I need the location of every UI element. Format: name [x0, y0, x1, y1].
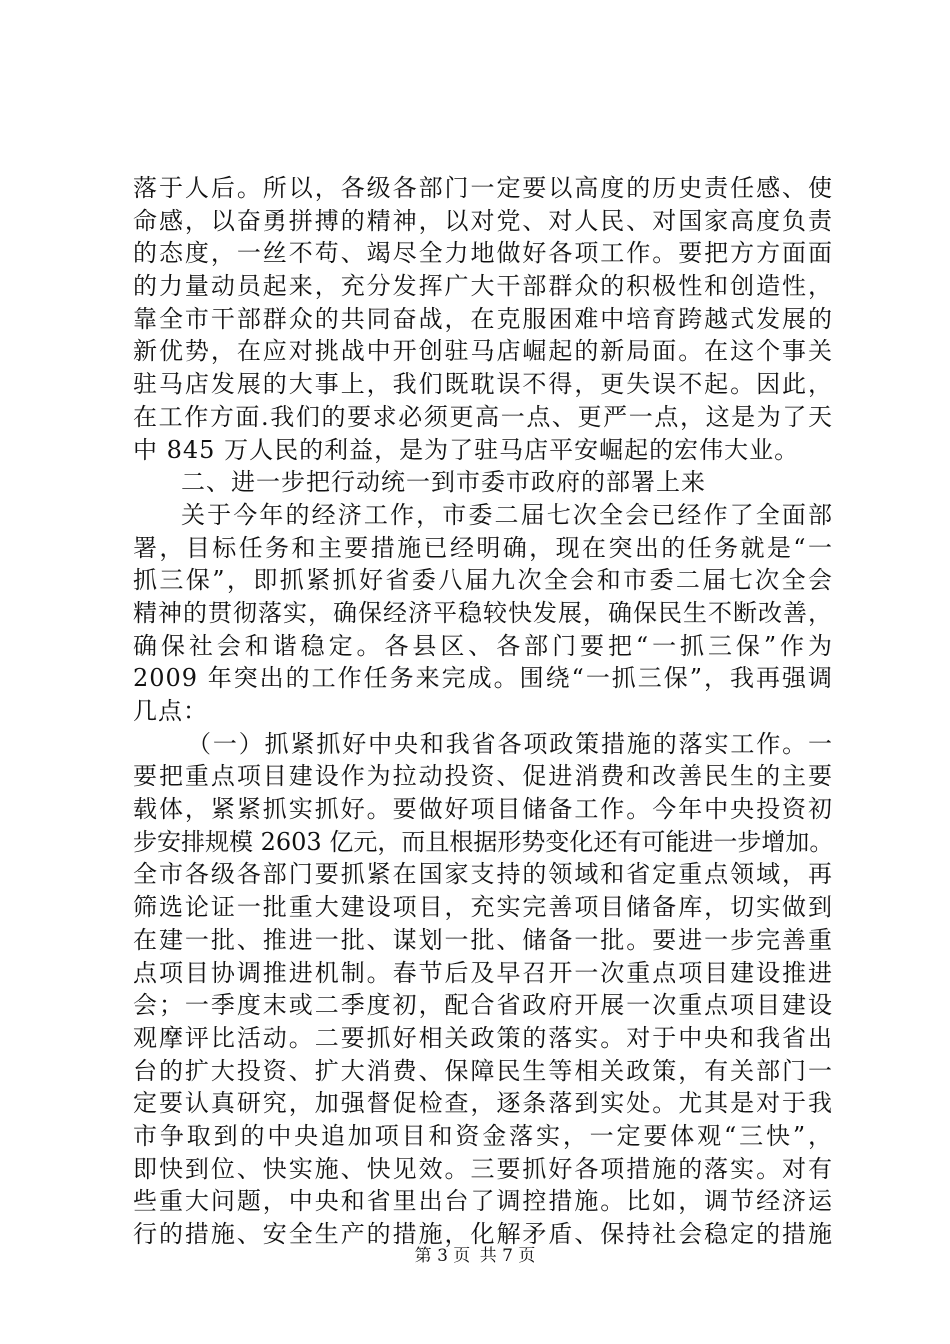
body-line: 关于今年的经济工作，市委二届七次全会已经作了全面部: [181, 500, 833, 529]
body-line: 筛选论证一批重大建设项目，充实完善项目储备库，切实做到: [133, 893, 833, 922]
body-line: 市争取到的中央追加项目和资金落实，一定要体观“三快”，: [133, 1121, 833, 1150]
body-line: 命感，以奋勇拼搏的精神，以对党、对人民、对国家高度负责: [133, 206, 833, 235]
section-heading: 二、进一步把行动统一到市委市政府的部署上来: [181, 468, 706, 497]
body-line: 抓三保”，即抓紧抓好省委八届九次全会和市委二届七次全会: [133, 566, 833, 595]
body-line: 行的措施、安全生产的措施，化解矛盾、保持社会稳定的措施: [133, 1220, 833, 1248]
page-total: 共 7 页: [479, 1246, 536, 1266]
body-line: 定要认真研究，加强督促检查，逐条落到实处。尤其是对于我: [133, 1089, 833, 1118]
page-footer: [0, 1245, 950, 1267]
body-line: 在建一批、推进一批、谋划一批、储备一批。要进一步完善重: [133, 925, 833, 954]
body-line: 全市各级各部门要抓紧在国家支持的领域和省定重点领域，再: [133, 860, 833, 889]
body-line: 要把重点项目建设作为拉动投资、促进消费和改善民生的主要: [133, 762, 833, 791]
body-line: 落于人后。所以，各级各部门一定要以高度的历史责任感、使: [133, 174, 833, 202]
body-line: 2009 年突出的工作任务来完成。围绕“一抓三保”，我再强调: [133, 664, 833, 693]
body-line: 观摩评比活动。二要抓好相关政策的落实。对于中央和我省出: [133, 1023, 833, 1052]
body-line: 的力量动员起来，充分发挥广大干部群众的积极性和创造性，: [133, 272, 833, 301]
document-body: [133, 172, 833, 1251]
body-line: 几点：: [133, 697, 208, 725]
body-line: 些重大问题，中央和省里出台了调控措施。比如，调节经济运: [133, 1187, 833, 1216]
body-line: 中 845 万人民的利益，是为了驻马店平安崛起的宏伟大业。: [133, 435, 800, 464]
body-line: 新优势，在应对挑战中开创驻马店崛起的新局面。在这个事关: [133, 337, 833, 366]
page-number: 第 3 页: [414, 1246, 471, 1266]
body-line: 即快到位、快实施、快见效。三要抓好各项措施的落实。对有: [133, 1154, 833, 1183]
body-line: 的态度，一丝不苟、竭尽全力地做好各项工作。要把方方面面: [133, 239, 833, 268]
body-line: 靠全市干部群众的共同奋战，在克服困难中培育跨越式发展的: [133, 304, 833, 333]
body-line: 台的扩大投资、扩大消费、保障民生等相关政策，有关部门一: [133, 1056, 833, 1085]
body-line: 点项目协调推进机制。春节后及早召开一次重点项目建设推进: [133, 958, 833, 987]
body-line: 署，目标任务和主要措施已经明确，现在突出的任务就是“一: [133, 533, 833, 562]
body-line: 在工作方面.我们的要求必须更高一点、更严一点，这是为了天: [133, 402, 833, 431]
body-line: 会；一季度末或二季度初，配合省政府开展一次重点项目建设: [133, 991, 833, 1020]
body-line: 载体，紧紧抓实抓好。要做好项目储备工作。今年中央投资初: [133, 795, 833, 824]
body-line: 步安排规模 2603 亿元，而且根据形势变化还有可能进一步增加。: [133, 827, 833, 856]
body-line: 精神的贯彻落实，确保经济平稳较快发展，确保民生不断改善，: [133, 598, 833, 627]
body-line: 驻马店发展的大事上，我们既耽误不得，更失误不起。因此，: [133, 370, 833, 399]
subsection-line: （一）抓紧抓好中央和我省各项政策措施的落实工作。一: [187, 729, 833, 758]
body-line: 确保社会和谐稳定。各县区、各部门要把“一抓三保”作为: [133, 631, 833, 660]
